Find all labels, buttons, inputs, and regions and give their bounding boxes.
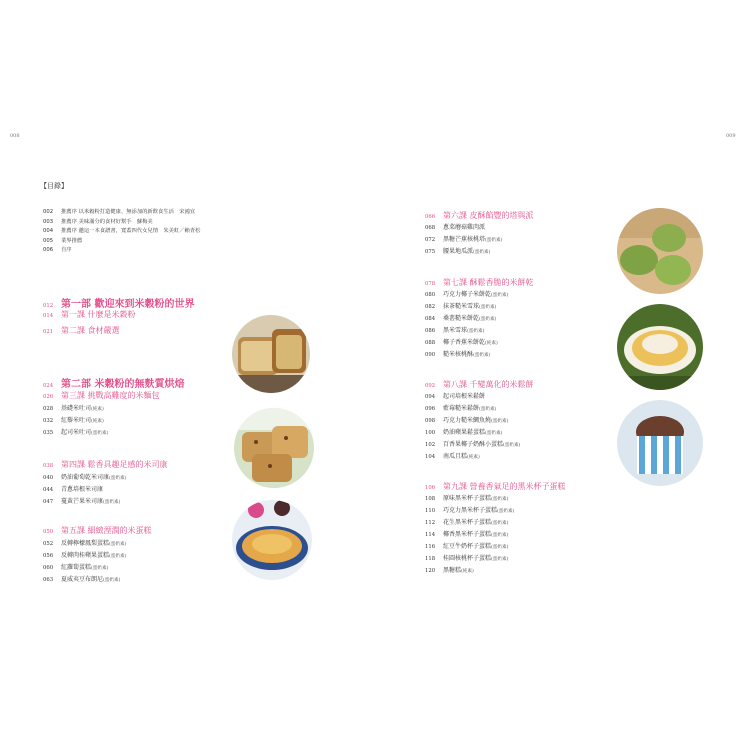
recipe-item: 080 巧克力椰子米餅乾(蛋奶素)	[425, 291, 509, 298]
recipe-item: 060 紅蘿蔔蛋糕(蛋奶素)	[43, 564, 109, 571]
recipe-item: 063 夏威夷豆布朗尼(蛋奶素)	[43, 576, 121, 583]
preface-item: 004 推薦序 邀這一本食譜書，寬蓋四代女兒情 朱美虹／賴青松	[43, 228, 201, 234]
recipe-item: 075 腰果地瓜派(蛋奶素)	[425, 248, 491, 255]
recipe-item: 102 百香果椰子奶酥小蛋糕(蛋奶素)	[425, 441, 521, 448]
lesson5-items	[43, 538, 126, 586]
recipe-item: 040 奶油葡萄乾米司康(蛋奶素)	[43, 474, 127, 481]
lesson8-heading: 092 第八課 千變萬化的米鬆餅	[425, 380, 534, 389]
recipe-item: 056 反轉肉桂蘋果蛋糕(蛋奶素)	[43, 552, 127, 559]
preface-item: 002 推薦序 以米穀粉打造健康、無添加的新飲食生活 宋鴻宜	[43, 209, 196, 215]
recipe-item: 108 原味黑米杯子蛋糕(蛋奶素)	[425, 495, 509, 502]
recipe-item: 028 基礎米吐司(純素)	[43, 405, 104, 412]
lesson4-heading: 038 第四課 鬆香具趣足感的米司康	[43, 460, 168, 469]
lesson1-heading: 014 第一課 什麼是米穀粉	[43, 310, 136, 319]
cupcake-photo	[617, 400, 703, 486]
recipe-item: 047 蔓黃芒果米司康(蛋奶素)	[43, 498, 121, 505]
recipe-item: 110 巧克力黑米杯子蛋糕(蛋奶素)	[425, 507, 515, 514]
preface-item: 005 業界推薦	[43, 237, 83, 244]
recipe-item: 112 花生黑米杯子蛋糕(蛋奶素)	[425, 519, 509, 526]
toc-header: 【目錄】	[40, 182, 68, 190]
preface-item: 006 自序	[43, 247, 72, 253]
lesson6-heading: 066 第六課 皮酥餡豐的塔與派	[425, 211, 534, 220]
recipe-item: 094 起司培根米鬆餅	[425, 393, 486, 400]
recipe-item: 084 桑葚糙米餅乾(蛋奶素)	[425, 315, 497, 322]
lesson7-heading: 078 第七課 酥鬆香脆的米餅乾	[425, 278, 534, 287]
scone-photo	[234, 408, 314, 488]
lesson3-items	[43, 403, 108, 439]
recipe-item: 035 起司米吐司(蛋奶素)	[43, 429, 109, 436]
cookie-photo	[617, 208, 703, 294]
bread-photo	[232, 315, 310, 393]
recipe-item: 082 抹茶糙米雪球(蛋奶素)	[425, 303, 497, 310]
recipe-item: 104 南瓜且糕(純素)	[425, 453, 480, 460]
recipe-item: 068 蔥菜蘑菇雞肉派	[425, 224, 486, 231]
part1-heading: 012 第一部 歡迎來到米穀粉的世界	[43, 299, 195, 310]
preface-list	[43, 208, 200, 256]
recipe-item: 118 桂圓核桃杯子蛋糕(蛋奶素)	[425, 555, 509, 562]
tart-photo	[617, 304, 703, 390]
recipe-item: 072 黑糖芒蕉核桃塔(蛋奶素)	[425, 236, 503, 243]
recipe-item: 096 藍莓糙米鬆餅(蛋奶素)	[425, 405, 497, 412]
recipe-item: 052 反轉檸檬鳳梨蛋糕(蛋奶素)	[43, 540, 127, 547]
lesson7-items	[425, 289, 508, 361]
part2-heading: 024 第二部 米穀粉的無麩質烘焙	[43, 379, 185, 390]
lesson8-items	[425, 391, 520, 463]
lesson4-items	[43, 472, 126, 508]
recipe-item: 114 椰香黑米杯子蛋糕(蛋奶素)	[425, 531, 509, 538]
recipe-item: 098 巧克力糙米鯛魚燒(蛋奶素)	[425, 417, 509, 424]
recipe-item: 032 紅藜米吐司(純素)	[43, 417, 104, 424]
page-number-left: 008	[10, 133, 20, 139]
lesson3-heading: 026 第三課 挑戰高難度的米麵包	[43, 391, 160, 400]
lesson9-items	[425, 493, 514, 577]
lesson5-heading: 050 第五課 細緻溼潤的米蛋糕	[43, 526, 152, 535]
recipe-item: 100 奶油蘋果鬆蛋糕(蛋奶素)	[425, 429, 503, 436]
cake-photo	[232, 500, 312, 580]
recipe-item: 044 青蔥培根米司康	[43, 486, 104, 493]
page-number-right: 009	[726, 133, 736, 139]
lesson9-heading: 106 第九課 營養香氣足的黑米杯子蛋糕	[425, 482, 566, 491]
preface-item: 003 推薦序 美味滿分的食材好幫手 蘇梅美	[43, 218, 153, 225]
recipe-item: 120 黑糖糕(純素)	[425, 567, 474, 574]
lesson2-heading: 021 第二課 食材嚴選	[43, 326, 120, 335]
lesson6-items	[425, 222, 502, 258]
recipe-item: 088 椰子香蕉米餅乾(純素)	[425, 339, 498, 346]
recipe-item: 090 糙米核桃酥(蛋奶素)	[425, 351, 491, 358]
recipe-item: 086 黑米雪球(蛋奶素)	[425, 327, 485, 334]
recipe-item: 116 紅豆牛奶杯子蛋糕(蛋奶素)	[425, 543, 509, 550]
